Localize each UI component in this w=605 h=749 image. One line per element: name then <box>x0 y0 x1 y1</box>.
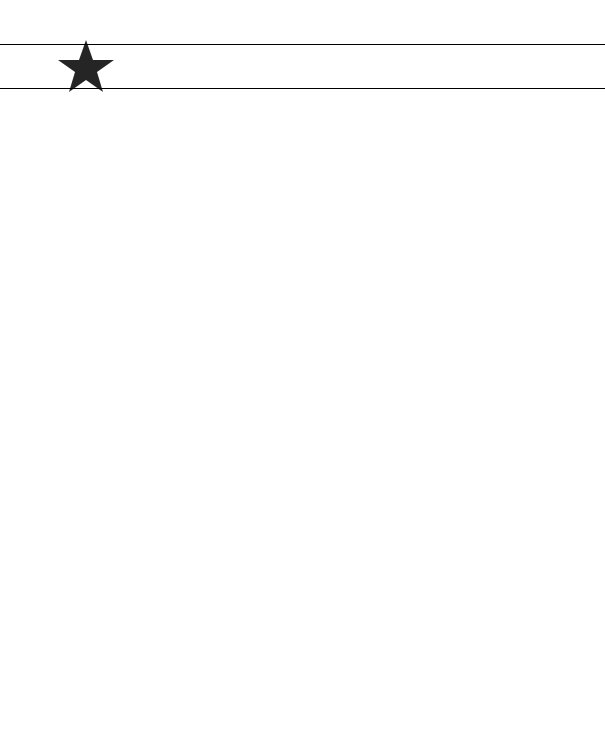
seal-star <box>58 40 114 92</box>
official-seal <box>2 2 162 138</box>
